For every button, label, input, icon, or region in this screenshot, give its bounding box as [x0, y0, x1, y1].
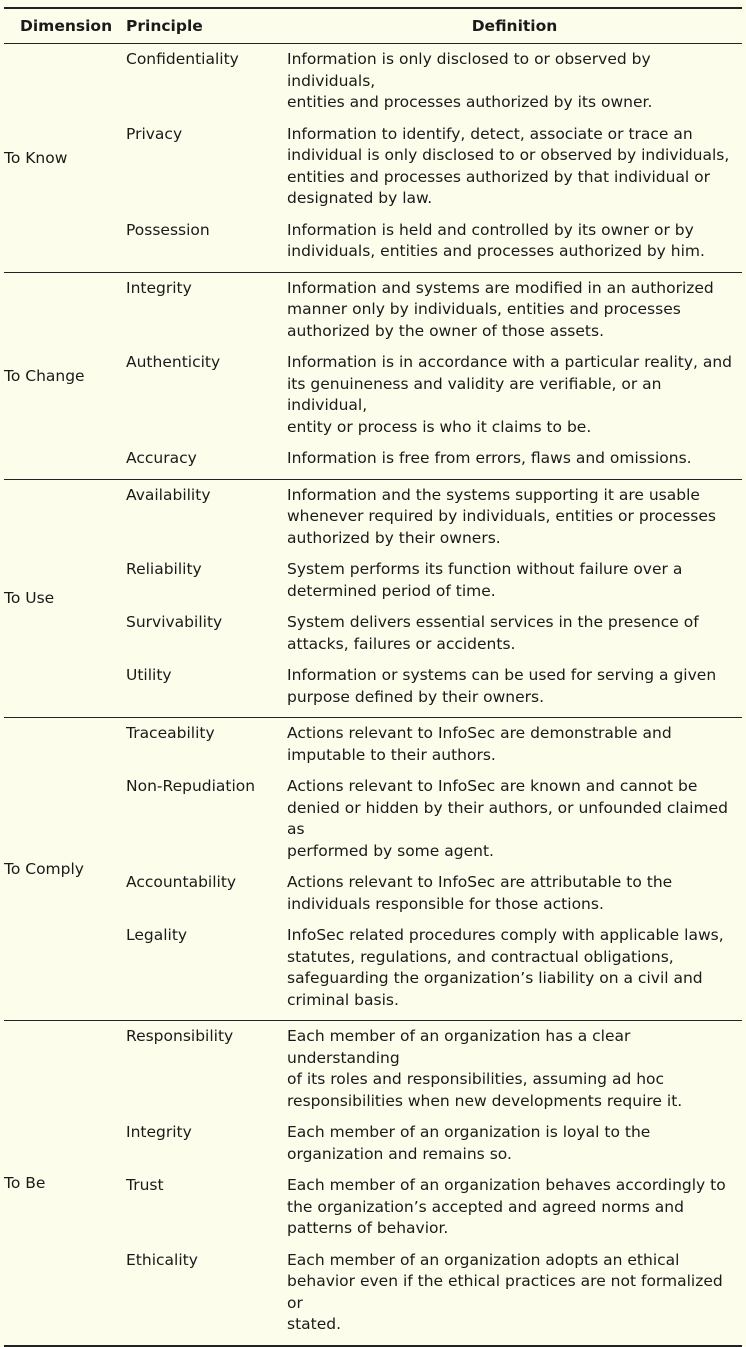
principle-cell: Accuracy	[126, 449, 197, 467]
principle-cell: Survivability	[126, 613, 223, 631]
table-row	[122, 925, 742, 1017]
principle-cell: Legality	[126, 926, 188, 944]
definition-cell: System performs its function without failure over a determined period of time.	[287, 560, 683, 600]
principle-cell: Trust	[126, 1176, 164, 1194]
table-row	[122, 485, 742, 560]
definition-cell: Information is only disclosed to or observed by individuals, entities and processes authorized by its owner.	[287, 50, 653, 111]
table-header	[4, 9, 742, 43]
bottom-rule	[4, 1345, 742, 1347]
principle-cell: Privacy	[126, 124, 183, 143]
definition-cell: Actions relevant to InfoSec are known and cannot be denied or hidden by their authors, or unfounded claimed as performed by some agent.	[287, 777, 728, 860]
dimension-group	[4, 480, 742, 718]
dimension-cell: To Comply	[4, 860, 84, 878]
definition-cell: Information is in accordance with a particular reality, and its genuineness and validity are verifiable, or an individual, entity or process is who it claims to be.	[287, 353, 733, 436]
principle-cell: Traceability	[126, 724, 215, 742]
definition-cell: Information is free from errors, flaws and omissions.	[287, 449, 692, 467]
definition-cell: Information or systems can be used for serving a given purpose defined by their owners.	[287, 666, 717, 706]
table-row	[122, 124, 742, 220]
principle-cell: Reliability	[126, 560, 202, 578]
table-row	[122, 352, 742, 448]
table-row	[122, 723, 742, 776]
definition-cell: Each member of an organization is loyal to the organization and remains so.	[287, 1123, 651, 1163]
dimension-group	[4, 718, 742, 1020]
dimension-cell: To Use	[4, 589, 55, 608]
header-definition: Definition	[471, 17, 558, 35]
table-row	[122, 559, 742, 612]
principle-cell: Utility	[126, 666, 172, 684]
definition-cell: Actions relevant to InfoSec are attributable to the individuals responsible for those actions.	[287, 873, 673, 913]
dimension-cell: To Know	[4, 148, 68, 167]
dimension-cell: To Be	[4, 1173, 46, 1192]
table-row	[122, 49, 742, 124]
definition-cell: Each member of an organization has a clear understanding of its roles and responsibilities, assuming ad hoc responsibilities when new developments require it.	[287, 1027, 683, 1110]
principle-cell: Ethicality	[126, 1250, 198, 1269]
header-dimension: Dimension	[20, 17, 113, 35]
principle-rows	[122, 480, 742, 718]
principle-cell: Availability	[126, 485, 211, 504]
principles-table	[4, 7, 742, 1347]
table-row	[122, 1122, 742, 1175]
principle-rows	[122, 1021, 742, 1345]
table-row	[122, 665, 742, 714]
principle-rows	[122, 44, 742, 272]
dimension-group	[4, 44, 742, 272]
table-row	[122, 278, 742, 353]
principle-cell: Non-Repudiation	[126, 777, 256, 795]
table-row	[122, 872, 742, 925]
dimension-cell: To Change	[4, 366, 85, 385]
definition-cell: Information and the systems supporting it are usable whenever required by individuals, entities or processes authorized by their owners.	[287, 485, 716, 547]
definition-cell: System delivers essential services in the presence of attacks, failures or accidents.	[287, 613, 699, 653]
table-row	[122, 448, 742, 476]
table-row	[122, 776, 742, 872]
definition-cell: Information and systems are modified in an authorized manner only by individuals, entities and processes authorized by the owner of those assets.	[287, 278, 714, 340]
definition-cell: Each member of an organization adopts an ethical behavior even if the ethical practices are not formalized or stated.	[287, 1250, 723, 1333]
principle-cell: Possession	[126, 220, 210, 239]
definition-cell: Information to identify, detect, associate or trace an individual is only disclosed to or observed by individuals, entities and processes authorized by that individual or designated by law.	[287, 124, 730, 207]
table-body	[4, 44, 742, 1347]
table-row	[122, 612, 742, 665]
table-row	[122, 1250, 742, 1342]
principle-cell: Integrity	[126, 278, 192, 297]
table-row	[122, 1175, 742, 1250]
principle-cell: Authenticity	[126, 353, 221, 371]
definition-cell: Each member of an organization behaves accordingly to the organization’s accepted and agreed norms and patterns of behavior.	[287, 1176, 726, 1237]
table-row	[122, 220, 742, 269]
dimension-group	[4, 273, 742, 479]
principle-cell: Confidentiality	[126, 50, 239, 68]
definition-cell: Actions relevant to InfoSec are demonstrable and imputable to their authors.	[287, 724, 672, 764]
table-row	[122, 1026, 742, 1122]
definition-cell: Information is held and controlled by its owner or by individuals, entities and processes authorized by him.	[287, 220, 705, 260]
principle-cell: Accountability	[126, 873, 237, 891]
dimension-group	[4, 1021, 742, 1345]
principle-cell: Integrity	[126, 1123, 192, 1141]
principle-rows	[122, 273, 742, 479]
principle-cell: Responsibility	[126, 1027, 234, 1045]
header-principle: Principle	[126, 17, 203, 35]
principle-rows	[122, 718, 742, 1020]
definition-cell: InfoSec related procedures comply with applicable laws, statutes, regulations, and contractual obligations, safeguarding the organization’s liability on a civil and criminal basis.	[287, 926, 724, 1009]
